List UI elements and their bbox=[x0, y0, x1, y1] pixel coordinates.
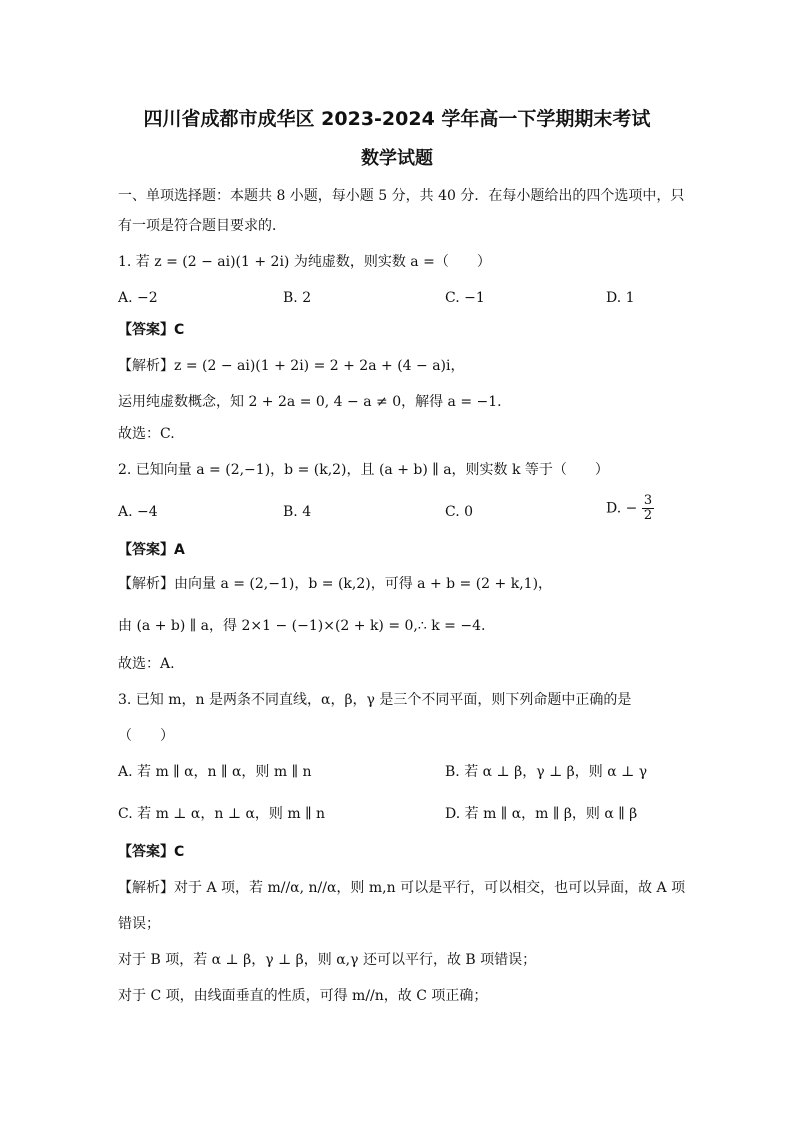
q2-analysis-line-2: 由 (a + b) ∥ a，得 2×1 − (−1)×(2 + k) = 0,∴ k = −4. bbox=[118, 618, 486, 634]
q3-analysis-line-4: 对于 C 项，由线面垂直的性质，可得 m//n，故 C 项正确； bbox=[118, 988, 488, 1004]
q1-analysis-line-2: 运用纯虚数概念，知 2 + 2a = 0, 4 − a ≠ 0，解得 a = −1. bbox=[118, 394, 502, 410]
section-intro-line-2: 有一项是符合题目要求的． bbox=[118, 218, 286, 234]
q3-option-d: D. 若 m ∥ α，m ∥ β，则 α ∥ β bbox=[445, 806, 638, 822]
q1-answer: 【答案】C bbox=[118, 322, 185, 338]
q3-answer: 【答案】C bbox=[118, 844, 185, 860]
q1-option-c: C. −1 bbox=[445, 290, 485, 306]
q1-option-d: D. 1 bbox=[606, 290, 635, 306]
q2-option-d-numerator: 3 bbox=[643, 493, 653, 508]
q1-stem: 1. 若 z = (2 − ai)(1 + 2i) 为纯虚数，则实数 a =（ ） bbox=[118, 254, 491, 270]
q2-analysis-line-1: 【解析】由向量 a = (2,−1)，b = (k,2)，可得 a + b = (2 + k,1)， bbox=[118, 576, 553, 592]
q3-analysis-line-2: 错误； bbox=[118, 916, 160, 932]
q3-stem-line-1: 3. 已知 m，n 是两条不同直线，α，β，γ 是三个不同平面，则下列命题中正确的是 bbox=[118, 692, 632, 708]
q2-option-c: C. 0 bbox=[445, 504, 474, 520]
q1-option-a: A. −2 bbox=[118, 290, 158, 306]
q2-option-a: A. −4 bbox=[118, 504, 158, 520]
q1-option-b: B. 2 bbox=[283, 290, 312, 306]
section-intro-line-1: 一、单项选择题：本题共 8 小题，每小题 5 分，共 40 分．在每小题给出的四个选项中，只 bbox=[118, 188, 685, 204]
q1-analysis-line-1: 【解析】z = (2 − ai)(1 + 2i) = 2 + 2a + (4 − a)i， bbox=[118, 358, 465, 374]
q2-conclusion: 故选：A. bbox=[118, 656, 175, 672]
q2-option-b: B. 4 bbox=[283, 504, 312, 520]
q2-option-d-denominator: 2 bbox=[643, 508, 653, 523]
q2-stem: 2. 已知向量 a = (2,−1)，b = (k,2)，且 (a + b) ∥ a，则实数 k 等于（ ） bbox=[118, 462, 609, 478]
page-subtitle: 数学试题 bbox=[361, 148, 433, 169]
q3-option-b: B. 若 α ⊥ β，γ ⊥ β，则 α ⊥ γ bbox=[445, 764, 648, 780]
q2-option-d bbox=[606, 494, 654, 523]
q3-option-c: C. 若 m ⊥ α，n ⊥ α，则 m ∥ n bbox=[118, 806, 326, 822]
q2-answer: 【答案】A bbox=[118, 542, 185, 558]
page-title: 四川省成都市成华区 2023-2024 学年高一下学期期末考试 bbox=[143, 108, 651, 130]
q3-analysis-line-1: 【解析】对于 A 项，若 m//α, n//α，则 m,n 可以是平行，可以相交，也可以异面，故 A 项 bbox=[118, 880, 686, 896]
q3-option-a: A. 若 m ∥ α，n ∥ α，则 m ∥ n bbox=[118, 764, 312, 780]
q2-option-d-fraction bbox=[642, 494, 654, 523]
q1-conclusion: 故选：C. bbox=[118, 426, 175, 442]
q2-option-d-label: D. − bbox=[606, 500, 638, 517]
q3-analysis-line-3: 对于 B 项，若 α ⊥ β，γ ⊥ β，则 α,γ 还可以平行，故 B 项错误； bbox=[118, 952, 537, 968]
q3-stem-line-2: （ ） bbox=[118, 728, 174, 744]
